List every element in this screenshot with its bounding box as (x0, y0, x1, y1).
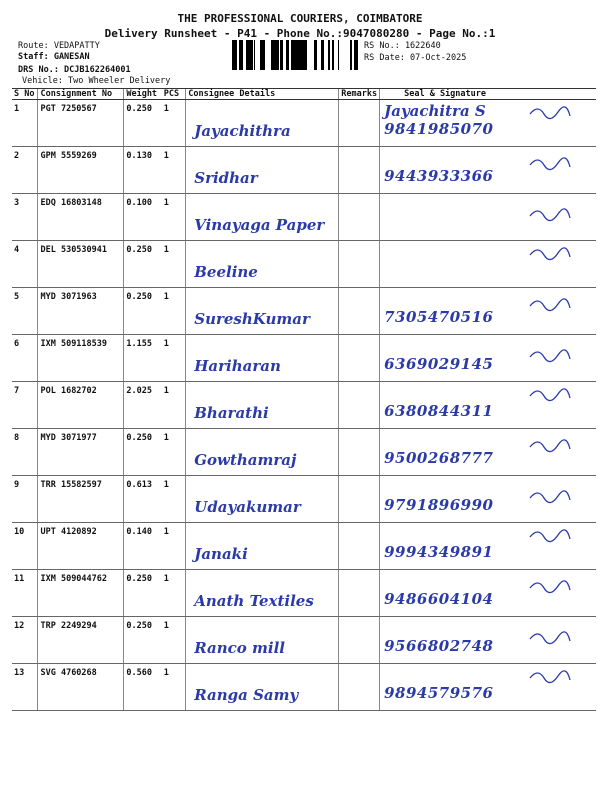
row-signature-cell (380, 664, 596, 711)
runsheet-subtitle: Delivery Runsheet - P41 - Phone No.:9047080280 - Page No.:1 (104, 27, 496, 40)
row-sno: 4 (12, 241, 38, 288)
col-consignee: Consignee Details (186, 89, 339, 100)
row-remarks (339, 288, 380, 335)
row-consignee-cell (186, 429, 339, 476)
row-remarks (339, 429, 380, 476)
row-pcs: 1 (162, 382, 186, 429)
col-seal-signature: Seal & Signature (380, 89, 596, 100)
row-sno: 3 (12, 194, 38, 241)
signature-phone: 9443933366 (384, 167, 494, 185)
row-consignee-cell (186, 570, 339, 617)
table-row (12, 523, 596, 570)
row-weight: 0.130 (124, 147, 162, 194)
row-remarks (339, 523, 380, 570)
col-consignment: Consignment No (38, 89, 124, 100)
vehicle-label: Vehicle: Two Wheeler Delivery (22, 76, 171, 86)
row-pcs: 1 (162, 194, 186, 241)
row-weight: 0.100 (124, 194, 162, 241)
signature-phone: 7305470516 (384, 308, 494, 326)
row-sno: 9 (12, 476, 38, 523)
row-weight: 0.613 (124, 476, 162, 523)
consignee-handwritten-name: Bharathi (194, 404, 269, 422)
signature-name: Jayachitra S (384, 102, 486, 120)
signature-phone: 9894579576 (384, 684, 494, 702)
row-sno: 11 (12, 570, 38, 617)
row-consignee-cell (186, 476, 339, 523)
row-remarks (339, 617, 380, 664)
signature-phone: 9566802748 (384, 637, 494, 655)
row-signature-cell (380, 288, 596, 335)
signature-phone: 9841985070 (384, 120, 494, 138)
row-signature-cell (380, 382, 596, 429)
row-consignment-no: TRP 2249294 (38, 617, 124, 664)
col-remarks: Remarks (339, 89, 380, 100)
signature-phone: 6369029145 (384, 355, 494, 373)
row-consignment-no: IXM 509044762 (38, 570, 124, 617)
row-pcs: 1 (162, 147, 186, 194)
row-consignment-no: SVG 4760268 (38, 664, 124, 711)
signature-scribble-image (380, 241, 598, 283)
row-consignment-no: IXM 509118539 (38, 335, 124, 382)
route-label: Route: VEDAPATTY (18, 41, 100, 51)
row-sno: 2 (12, 147, 38, 194)
row-consignee-cell (186, 288, 339, 335)
row-consignment-no: EDQ 16803148 (38, 194, 124, 241)
table-header-row (12, 89, 596, 100)
row-weight: 0.250 (124, 288, 162, 335)
consignee-handwritten-name: Ranga Samy (194, 686, 299, 704)
row-pcs: 1 (162, 241, 186, 288)
row-pcs: 1 (162, 523, 186, 570)
signature-phone: 9791896990 (384, 496, 494, 514)
signature-scribble-image (380, 194, 598, 236)
row-weight: 0.250 (124, 617, 162, 664)
row-consignee-cell (186, 335, 339, 382)
row-remarks (339, 476, 380, 523)
row-pcs: 1 (162, 664, 186, 711)
table-row (12, 147, 596, 194)
row-signature-cell (380, 100, 596, 147)
table-row (12, 194, 596, 241)
table-row (12, 429, 596, 476)
row-pcs: 1 (162, 100, 186, 147)
col-sno: S No (12, 89, 38, 100)
row-consignee-cell (186, 147, 339, 194)
consignee-handwritten-name: Janaki (194, 545, 248, 563)
table-row (12, 241, 596, 288)
row-consignee-cell (186, 523, 339, 570)
row-sno: 13 (12, 664, 38, 711)
col-pcs: PCS (162, 89, 186, 100)
rs-date: RS Date: 07-Oct-2025 (364, 53, 467, 63)
row-consignee-cell (186, 194, 339, 241)
row-pcs: 1 (162, 288, 186, 335)
row-remarks (339, 194, 380, 241)
table-row (12, 664, 596, 711)
row-pcs: 1 (162, 570, 186, 617)
table-row (12, 382, 596, 429)
row-pcs: 1 (162, 476, 186, 523)
barcode-image (232, 40, 358, 70)
row-signature-cell (380, 429, 596, 476)
row-signature-cell (380, 241, 596, 288)
consignee-handwritten-name: Sridhar (194, 169, 258, 187)
row-weight: 0.250 (124, 429, 162, 476)
row-consignment-no: TRR 15582597 (38, 476, 124, 523)
row-consignment-no: DEL 530530941 (38, 241, 124, 288)
row-consignment-no: MYD 3071963 (38, 288, 124, 335)
signature-phone: 9486604104 (384, 590, 494, 608)
col-weight: Weight (124, 89, 162, 100)
signature-phone: 9500268777 (384, 449, 494, 467)
row-consignment-no: GPM 5559269 (38, 147, 124, 194)
row-signature-cell (380, 523, 596, 570)
row-sno: 7 (12, 382, 38, 429)
staff-label: Staff: GANESAN (18, 52, 90, 62)
row-sno: 5 (12, 288, 38, 335)
row-pcs: 1 (162, 429, 186, 476)
row-signature-cell (380, 476, 596, 523)
row-sno: 1 (12, 100, 38, 147)
row-pcs: 1 (162, 617, 186, 664)
row-consignment-no: UPT 4120892 (38, 523, 124, 570)
row-remarks (339, 570, 380, 617)
row-consignee-cell (186, 100, 339, 147)
row-remarks (339, 147, 380, 194)
row-consignment-no: PGT 7250567 (38, 100, 124, 147)
consignee-handwritten-name: Gowthamraj (194, 451, 297, 469)
row-consignee-cell (186, 241, 339, 288)
consignee-handwritten-name: Hariharan (194, 357, 281, 375)
row-signature-cell (380, 147, 596, 194)
row-remarks (339, 335, 380, 382)
row-consignee-cell (186, 617, 339, 664)
signature-phone: 6380844311 (384, 402, 494, 420)
row-remarks (339, 664, 380, 711)
table-row (12, 335, 596, 382)
row-signature-cell (380, 570, 596, 617)
row-consignment-no: MYD 3071977 (38, 429, 124, 476)
consignee-handwritten-name: Vinayaga Paper (194, 216, 325, 234)
row-remarks (339, 382, 380, 429)
row-sno: 10 (12, 523, 38, 570)
consignee-handwritten-name: Ranco mill (194, 639, 285, 657)
row-signature-cell (380, 194, 596, 241)
row-weight: 0.140 (124, 523, 162, 570)
row-signature-cell (380, 335, 596, 382)
row-weight: 2.025 (124, 382, 162, 429)
row-weight: 0.250 (124, 241, 162, 288)
row-pcs: 1 (162, 335, 186, 382)
row-weight: 1.155 (124, 335, 162, 382)
rs-number: RS No.: 1622640 (364, 41, 441, 51)
table-row (12, 617, 596, 664)
table-row (12, 570, 596, 617)
row-sno: 8 (12, 429, 38, 476)
runsheet-table (12, 88, 596, 711)
row-weight: 0.560 (124, 664, 162, 711)
row-weight: 0.250 (124, 100, 162, 147)
row-consignee-cell (186, 382, 339, 429)
company-title: THE PROFESSIONAL COURIERS, COIMBATORE (177, 12, 423, 25)
row-sno: 6 (12, 335, 38, 382)
consignee-handwritten-name: Beeline (194, 263, 258, 281)
drs-number: DRS No.: DCJB162264001 (18, 65, 131, 75)
row-weight: 0.250 (124, 570, 162, 617)
consignee-handwritten-name: Jayachithra (194, 122, 291, 140)
row-sno: 12 (12, 617, 38, 664)
row-consignee-cell (186, 664, 339, 711)
row-signature-cell (380, 617, 596, 664)
consignee-handwritten-name: SureshKumar (194, 310, 310, 328)
signature-phone: 9994349891 (384, 543, 494, 561)
consignee-handwritten-name: Anath Textiles (194, 592, 314, 610)
table-row (12, 288, 596, 335)
consignee-handwritten-name: Udayakumar (194, 498, 301, 516)
row-consignment-no: POL 1682702 (38, 382, 124, 429)
row-remarks (339, 100, 380, 147)
table-row (12, 100, 596, 147)
row-remarks (339, 241, 380, 288)
table-row (12, 476, 596, 523)
